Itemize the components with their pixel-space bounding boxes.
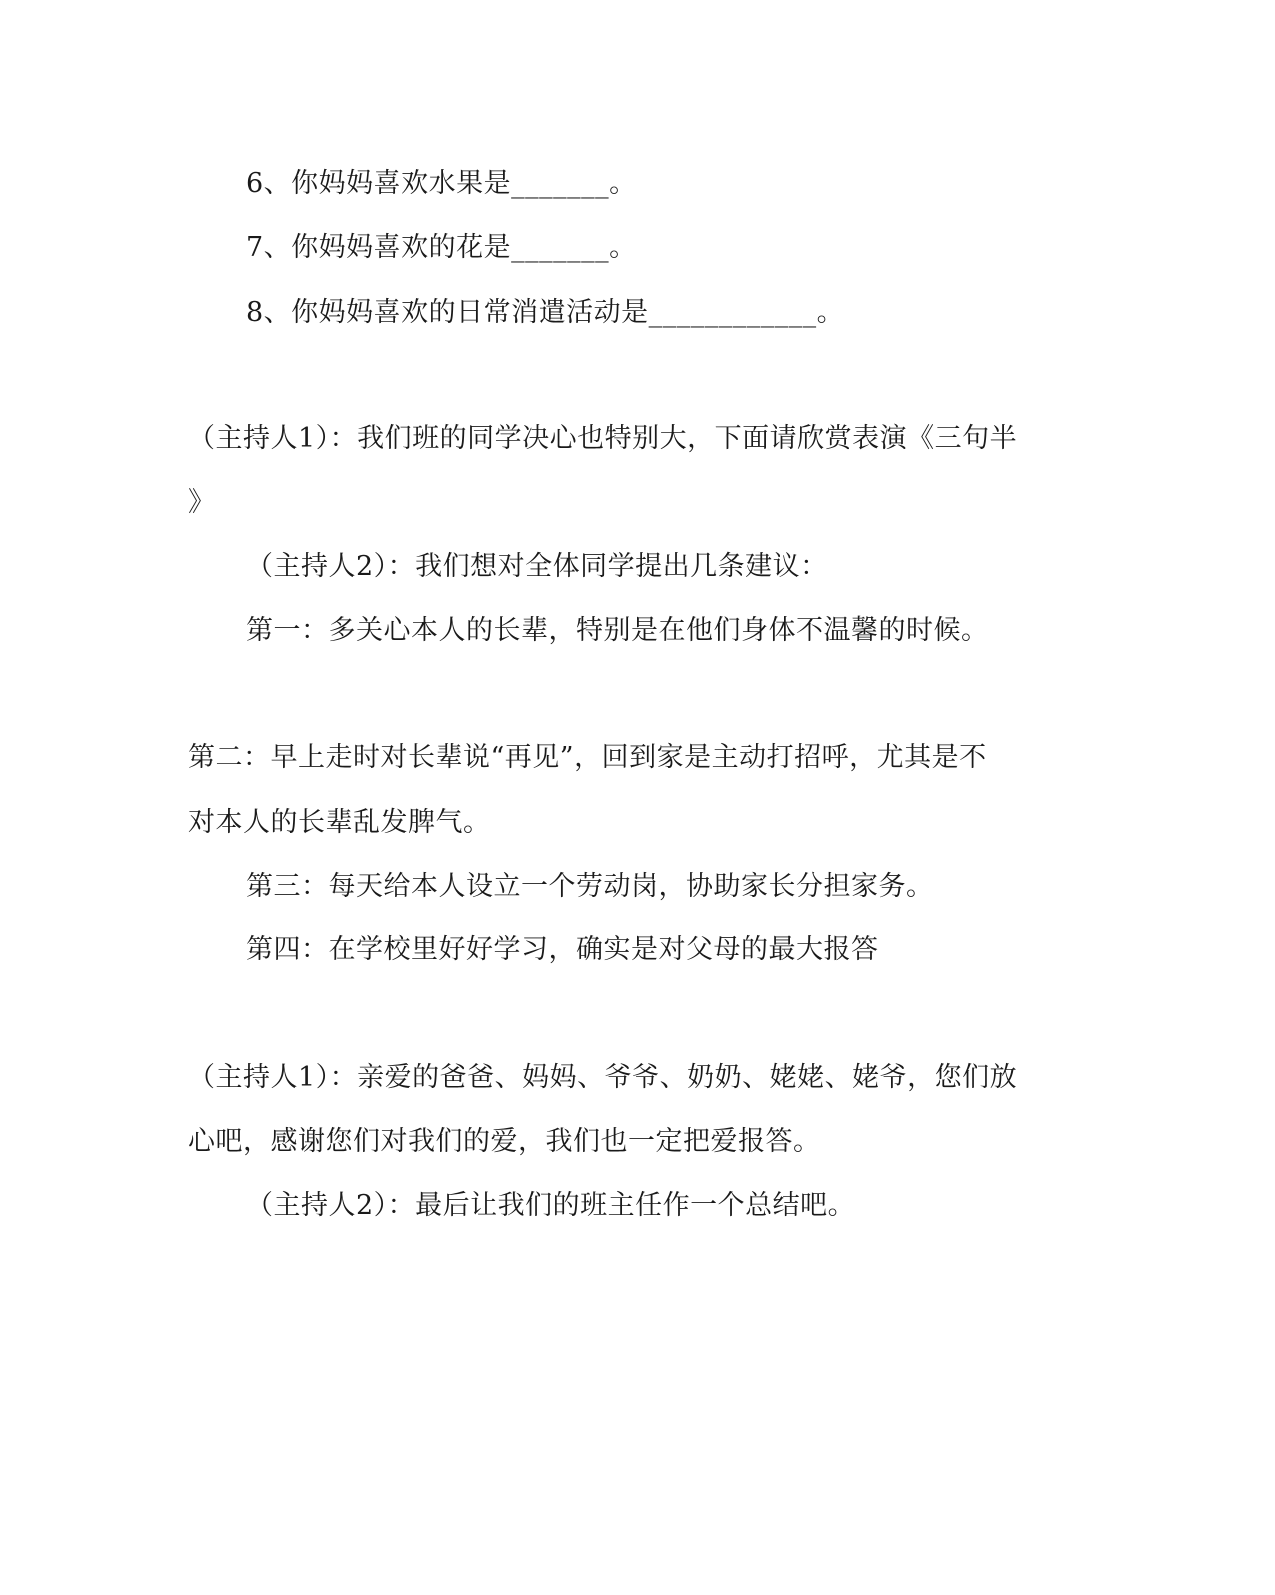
suggestion-3: 第三：每天给本人设立一个劳动岗，协助家长分担家务。: [246, 871, 934, 902]
suggestion-1: 第一：多关心本人的长辈，特别是在他们身体不温馨的时候。: [246, 615, 989, 646]
host1-closing-line1: （主持人1）：亲爱的爸爸、妈妈、爷爷、奶奶、姥姥、姥爷，您们放: [188, 1062, 1018, 1093]
host1-intro-line1: （主持人1）：我们班的同学决心也特别大，下面请欣赏表演《三句半: [188, 423, 1018, 454]
host1-closing-line2: 心吧，感谢您们对我们的爱，我们也一定把爱报答。: [188, 1126, 821, 1157]
question-8: 8、你妈妈喜欢的日常消遣活动是____________。: [246, 297, 845, 328]
host2-suggestions: （主持人2）：我们想对全体同学提出几条建议：: [246, 551, 828, 582]
question-7: 7、你妈妈喜欢的花是_______。: [246, 232, 637, 263]
suggestion-2-line2: 对本人的长辈乱发脾气。: [188, 807, 491, 838]
host1-intro-line2: 》: [188, 487, 216, 518]
host2-closing: （主持人2）：最后让我们的班主任作一个总结吧。: [246, 1190, 856, 1221]
question-6: 6、你妈妈喜欢水果是_______。: [246, 168, 637, 199]
suggestion-4: 第四：在学校里好好学习，确实是对父母的最大报答: [246, 934, 879, 965]
suggestion-2-line1: 第二：早上走时对长辈说“再见”，回到家是主动打招呼，尤其是不: [188, 742, 987, 773]
